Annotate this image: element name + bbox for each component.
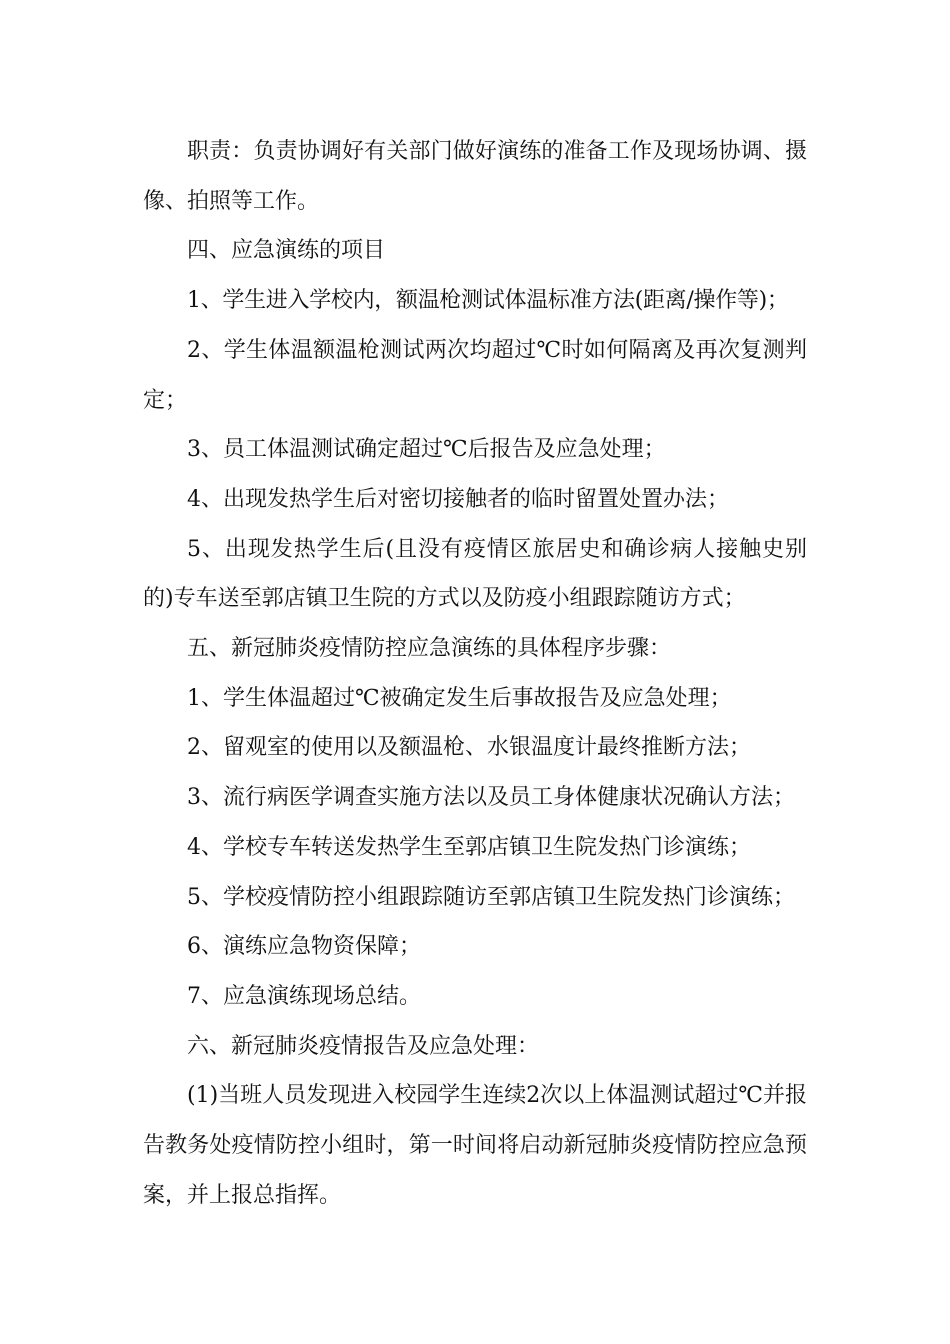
paragraph-item-5-6: 6、演练应急物资保障； — [187, 934, 421, 960]
paragraph-item-5-7: 7、应急演练现场总结。 — [187, 983, 421, 1009]
paragraph-item-6-1: (1)当班人员发现进入校园学生连续2次以上体温测试超过℃并报告教务处疫情防控小组时，第一时间将启动新冠肺炎疫情防控应急预案，并上报总指挥。 — [143, 1083, 807, 1208]
paragraph-item-5-5: 5、学校疫情防控小组跟踪随访至郭店镇卫生院发热门诊演练； — [187, 884, 795, 910]
document-body — [143, 127, 807, 1220]
paragraph-item-4-3: 3、员工体温测试确定超过℃后报告及应急处理； — [187, 437, 666, 463]
paragraph-item-5-1: 1、学生体温超过℃被确定发生后事故报告及应急处理； — [187, 685, 732, 711]
paragraph-item-5-2: 2、留观室的使用以及额温枪、水银温度计最终推断方法； — [187, 735, 751, 761]
paragraph-item-4-2: 2、学生体温额温枪测试两次均超过℃时如何隔离及再次复测判定； — [143, 337, 807, 413]
heading-section-5: 五、新冠肺炎疫情防控应急演练的具体程序步骤： — [187, 636, 672, 662]
heading-section-6: 六、新冠肺炎疫情报告及应急处理： — [187, 1033, 540, 1059]
paragraph-duties: 职责：负责协调好有关部门做好演练的准备工作及现场协调、摄像、拍照等工作。 — [143, 139, 807, 214]
paragraph-item-4-5: 5、出现发热学生后(且没有疫情区旅居史和确诊病人接触史别的)专车送至郭店镇卫生院的方式以及防疫小组跟踪随访方式； — [143, 536, 807, 612]
paragraph-item-4-4: 4、出现发热学生后对密切接触者的临时留置处置办法； — [187, 486, 729, 512]
paragraph-item-5-3: 3、流行病医学调查实施方法以及员工身体健康状况确认方法； — [187, 785, 795, 811]
paragraph-item-5-4: 4、学校专车转送发热学生至郭店镇卫生院发热门诊演练； — [187, 834, 751, 860]
heading-section-4: 四、应急演练的项目 — [187, 238, 386, 264]
paragraph-item-4-1: 1、学生进入学校内，额温枪测试体温标准方法(距离/操作等)； — [187, 288, 789, 314]
